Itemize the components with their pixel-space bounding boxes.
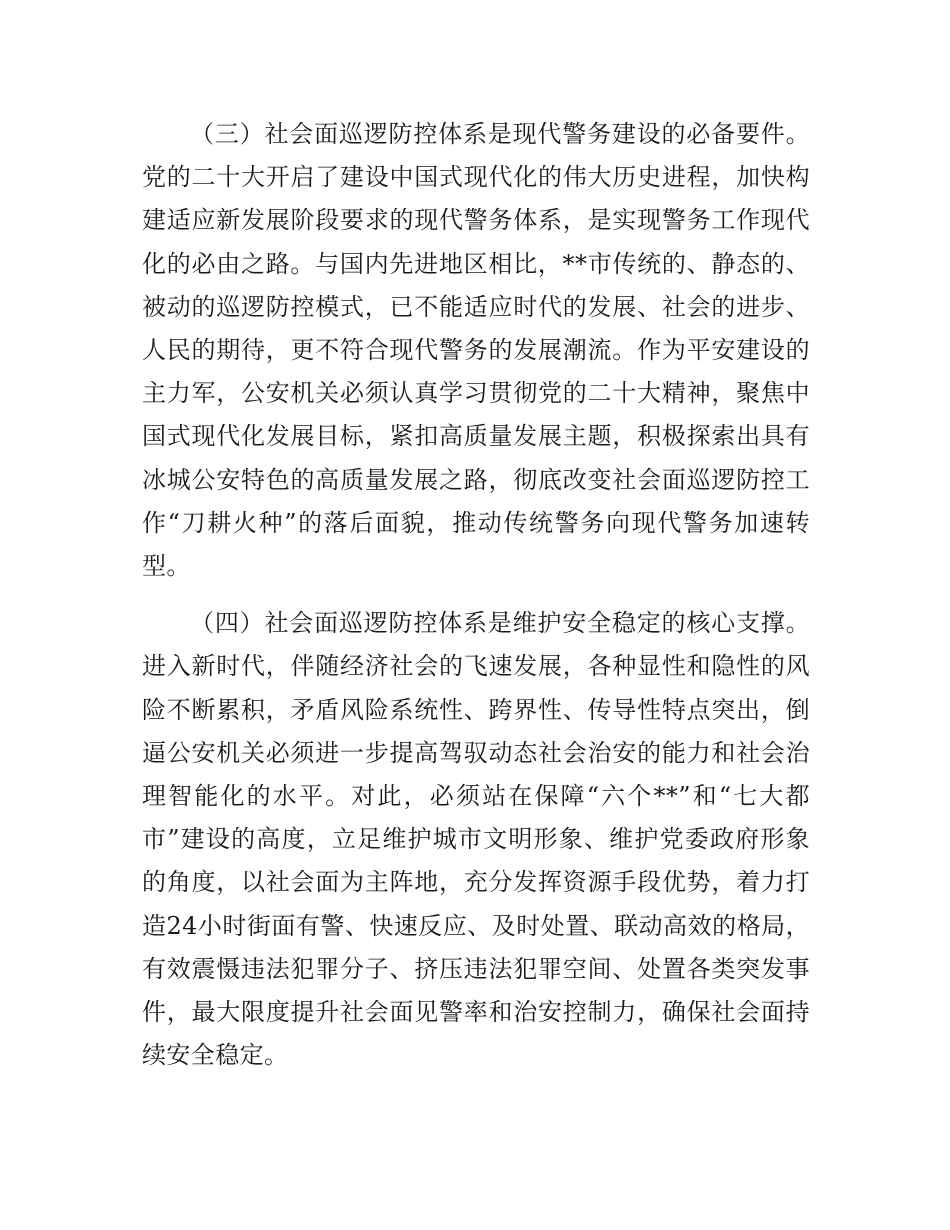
section-3-body: 党的二十大开启了建设中国式现代化的伟大历史进程，加快构建适应新发展阶段要求的现代警务体系，是实现警务工作现代化的必由之路。与国内先进地区相比，**市传统的、静态的、被动的巡逻防控模式，已不能适应时代的发展、社会的进步、人民的期待，更不符合现代警务的发展潮流。作为平安建设的主力军，公安机关必须认真学习贯彻党的二十大精神，聚焦中国式现代化发展目标，紧扣高质量发展主题，积极探索出具有冰城公安特色的高质量发展之路，彻底改变社会面巡逻防控工作“刀耕火种”的落后面貌，推动传统警务向现代警务加速转型。 [142,163,810,581]
paragraph-section-3 [142,113,810,588]
section-4-heading: （四）社会面巡逻防控体系是维护安全稳定的核心支撑。 [190,609,810,638]
section-4-body: 进入新时代，伴随经济社会的飞速发展，各种显性和隐性的风险不断累积，矛盾风险系统性、跨界性、传导性特点突出，倒逼公安机关必须进一步提高驾驭动态社会治安的能力和社会治理智能化的水平。对此，必须站在保障“六个**”和“七大都市”建设的高度，立足维护城市文明形象、维护党委政府形象的角度，以社会面为主阵地，充分发挥资源手段优势，着力打造24小时街面有警、快速反应、及时处置、联动高效的格局，有效震慑违法犯罪分子、挤压违法犯罪空间、处置各类突发事件，最大限度提升社会面见警率和治安控制力，确保社会面持续安全稳定。 [142,652,810,1070]
document-body [142,113,810,1077]
paragraph-section-4 [142,602,810,1077]
section-3-heading: （三）社会面巡逻防控体系是现代警务建设的必备要件。 [190,120,810,148]
